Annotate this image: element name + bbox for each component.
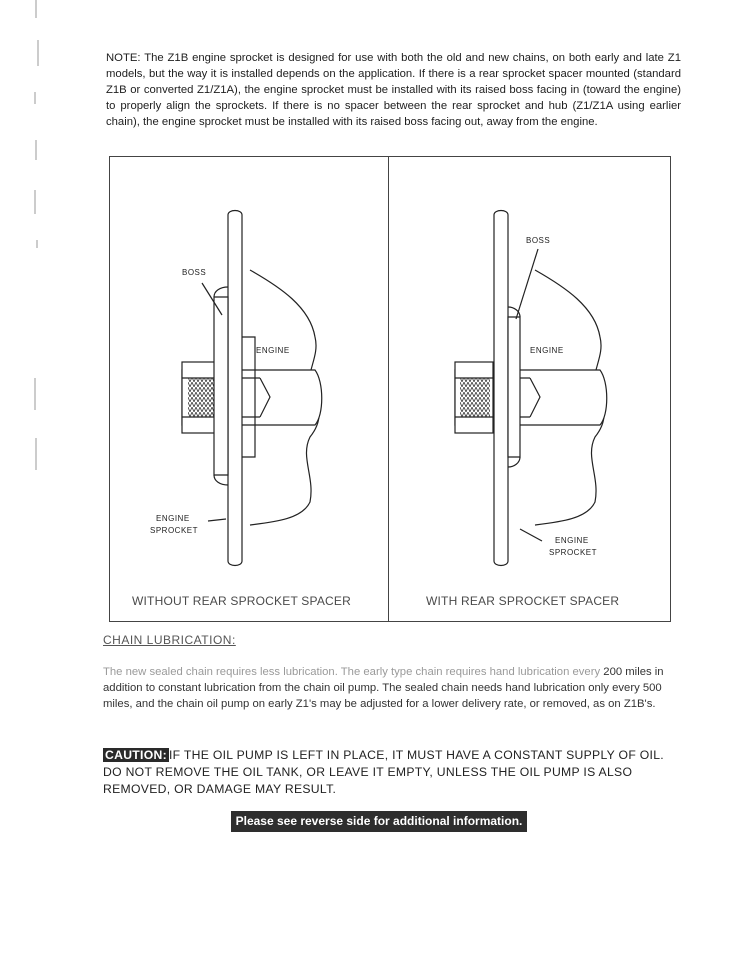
chain-lubrication-heading: CHAIN LUBRICATION:: [103, 633, 236, 647]
left-sprocket: [228, 211, 242, 566]
right-sprocket-leader: [520, 529, 542, 541]
left-caption: WITHOUT REAR SPROCKET SPACER: [132, 594, 351, 608]
right-engine-label: ENGINE: [530, 346, 564, 355]
left-boss: [214, 297, 228, 475]
sprocket-diagram: [109, 156, 671, 622]
left-sprocket-label-line2: SPROCKET: [150, 526, 199, 535]
left-boss-label: BOSS: [182, 268, 207, 277]
right-panel-drawing: [455, 211, 607, 566]
right-boss-leader: [516, 249, 538, 319]
sprocket-diagram-drawing: [110, 157, 672, 623]
note-label: NOTE:: [106, 52, 141, 64]
reverse-side-banner: Please see reverse side for additional information.: [231, 811, 527, 832]
caution-paragraph: [103, 747, 679, 798]
right-sprocket-label-line1: ENGINE: [555, 536, 589, 545]
left-panel-drawing: [182, 211, 322, 566]
right-boss-label: BOSS: [526, 236, 551, 245]
right-boss: [508, 317, 520, 457]
lubrication-paragraph: [103, 664, 677, 712]
right-sprocket-label-line2: SPROCKET: [549, 548, 598, 557]
note-body: The Z1B engine sprocket is designed for use with both the old and new chains, on both early and late Z1 models, but the way it is installed depends on the application. If there is a rear sprocket spacer mounted (standard Z1B or converted Z1/Z1A), the engine sprocket must be installed with its raised boss facing in (toward the engine) to properly align the sprockets. If there is no spacer between the rear sprocket and hub (Z1/Z1A using earlier chain), the engine sprocket must be installed with its raised boss facing out, away from the engine.: [106, 52, 681, 128]
right-caption: WITH REAR SPROCKET SPACER: [426, 594, 620, 608]
left-engine-label: ENGINE: [256, 346, 290, 355]
lubrication-faint-text: The new sealed chain requires less lubrication. The early type chain requires hand lubrication every: [103, 666, 601, 678]
left-sprocket-label-line1: ENGINE: [156, 514, 190, 523]
left-sprocket-leader: [208, 519, 226, 521]
lubrication-body-text: 200 miles in addition to constant lubrication from the chain oil pump. The sealed chain needs hand lubrication only every 500 miles, and the chain oil pump on early Z1's may be adjusted for a lower delivery rate, or removed, as on Z1B's.: [103, 666, 664, 710]
caution-tag: CAUTION:: [105, 748, 167, 762]
note-paragraph: [106, 50, 681, 130]
caution-text: IF THE OIL PUMP IS LEFT IN PLACE, IT MUST HAVE A CONSTANT SUPPLY OF OIL. DO NOT REMOVE THE OIL TANK, OR LEAVE IT EMPTY, UNLESS THE OIL PUMP IS ALSO REMOVED, OR DAMAGE MAY RESULT.: [103, 748, 664, 796]
right-sprocket: [494, 211, 508, 566]
margin-scan-marks: [30, 0, 42, 959]
